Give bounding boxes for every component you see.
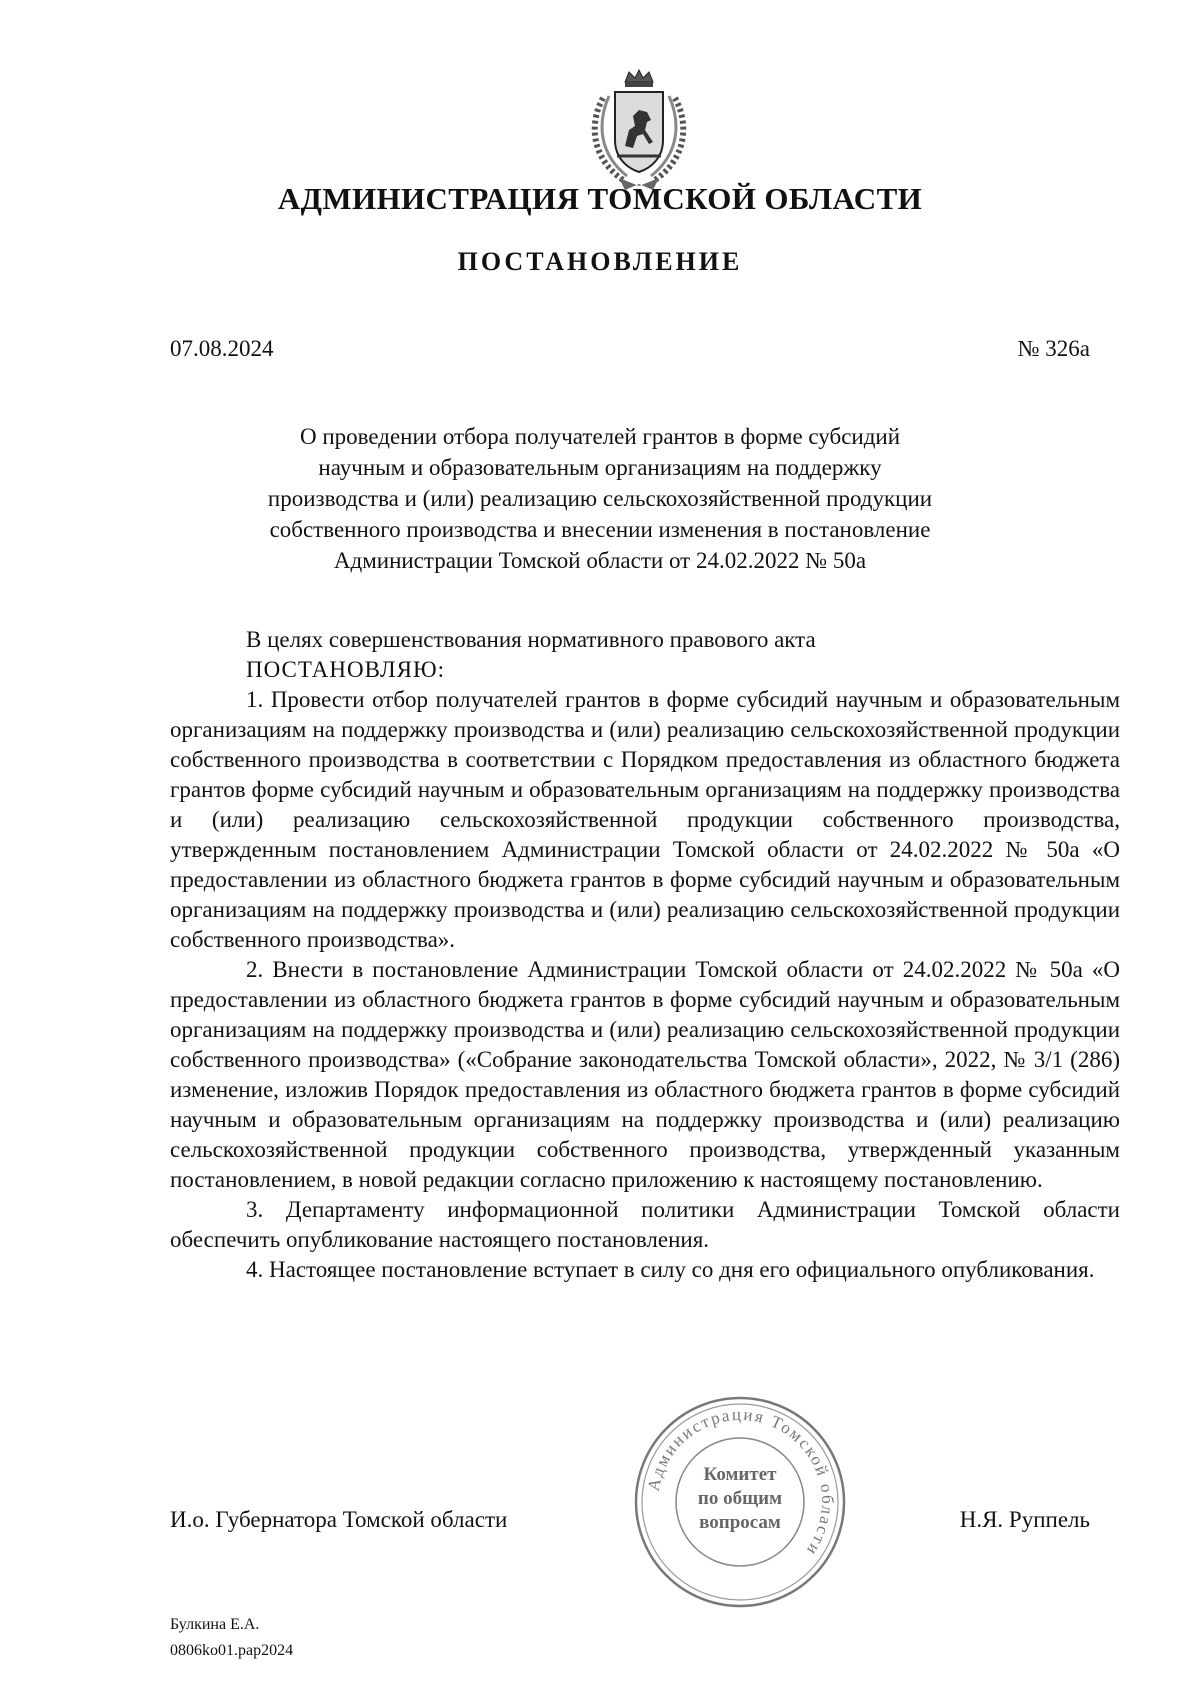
subject-line: производства и (или) реализацию сельскохозяйственной продукции: [267, 486, 933, 511]
executor-file-ref: 0806ko01.pap2024: [170, 1642, 294, 1659]
document-date: 07.08.2024: [170, 336, 274, 361]
document-subject: [230, 421, 970, 576]
stamp-ring-text: Администрация Томской области: [643, 1404, 838, 1561]
subject-line: О проведении отбора получателей грантов в форме субсидий: [299, 424, 901, 449]
document-type: ПОСТАНОВЛЕНИЕ: [457, 247, 743, 276]
preamble: В целях совершенствования нормативного правового акта: [246, 627, 816, 652]
paragraph-2: 2. Внести в постановление Администрации Томской области от 24.02.2022 № 50а «О предоставлении из областного бюджета грантов в форме субсидий научным и образовательным организациям на поддержку производства и (или) реализацию сельскохозяйственной продукции собственного производства» («Собрание законодательства Томской области», 2022, № 3/1 (286) изменение, изложив Порядок предоставления из областного бюджета грантов в форме субсидий научным и образовательным организациям на поддержку производства и (или) реализацию сельскохозяйственной продукции собственного производства, утвержденный указанным постановлением, в новой редакции согласно приложению к настоящему постановлению.: [170, 957, 1120, 1192]
stamp-center-line: Комитет: [703, 1464, 777, 1485]
official-stamp: [630, 1392, 850, 1612]
signer-name: Н.Я. Руппель: [959, 1507, 1090, 1532]
executor-name: Булкина Е.А.: [170, 1616, 260, 1633]
subject-line: собственного производства и внесении изменения в постановление: [269, 517, 931, 542]
paragraph-1: 1. Провести отбор получателей грантов в форме субсидий научным и образовательным организациям на поддержку производства и (или) реализацию сельскохозяйственной продукции собственного производства в соответствии с Порядком предоставления из областного бюджета грантов форме субсидий научным и образовательным организациям на поддержку производства и (или) реализацию сельскохозяйственной продукции собственного производства, утвержденным постановлением Администрации Томской области от 24.02.2022 № 50а «О предоставлении из областного бюджета грантов в форме субсидий научным и образовательным организациям на поддержку производства и (или) реализацию сельскохозяйственной продукции собственного производства».: [170, 687, 1120, 952]
paragraph-4: 4. Настоящее постановление вступает в силу со дня его официального опубликования.: [246, 1257, 1095, 1282]
tomsk-region-coat-of-arms-icon: [583, 68, 695, 192]
stamp-center-line: по общим: [697, 1488, 783, 1509]
subject-line: научным и образовательным организациям на поддержку: [318, 455, 882, 480]
document-body: [170, 625, 1120, 1285]
organization-title: АДМИНИСТРАЦИЯ ТОМСКОЙ ОБЛАСТИ: [277, 181, 923, 216]
decree-word: ПОСТАНОВЛЯЮ:: [246, 657, 446, 682]
signer-title: И.о. Губернатора Томской области: [170, 1507, 508, 1532]
executor-block: [170, 1612, 293, 1664]
document-number: № 326а: [1017, 336, 1090, 361]
stamp-center-line: вопросам: [699, 1512, 781, 1533]
subject-line: Администрации Томской области от 24.02.2022 № 50а: [333, 548, 867, 573]
paragraph-3: 3. Департаменту информационной политики Администрации Томской области обеспечить опубликование настоящего постановления.: [170, 1197, 1120, 1252]
